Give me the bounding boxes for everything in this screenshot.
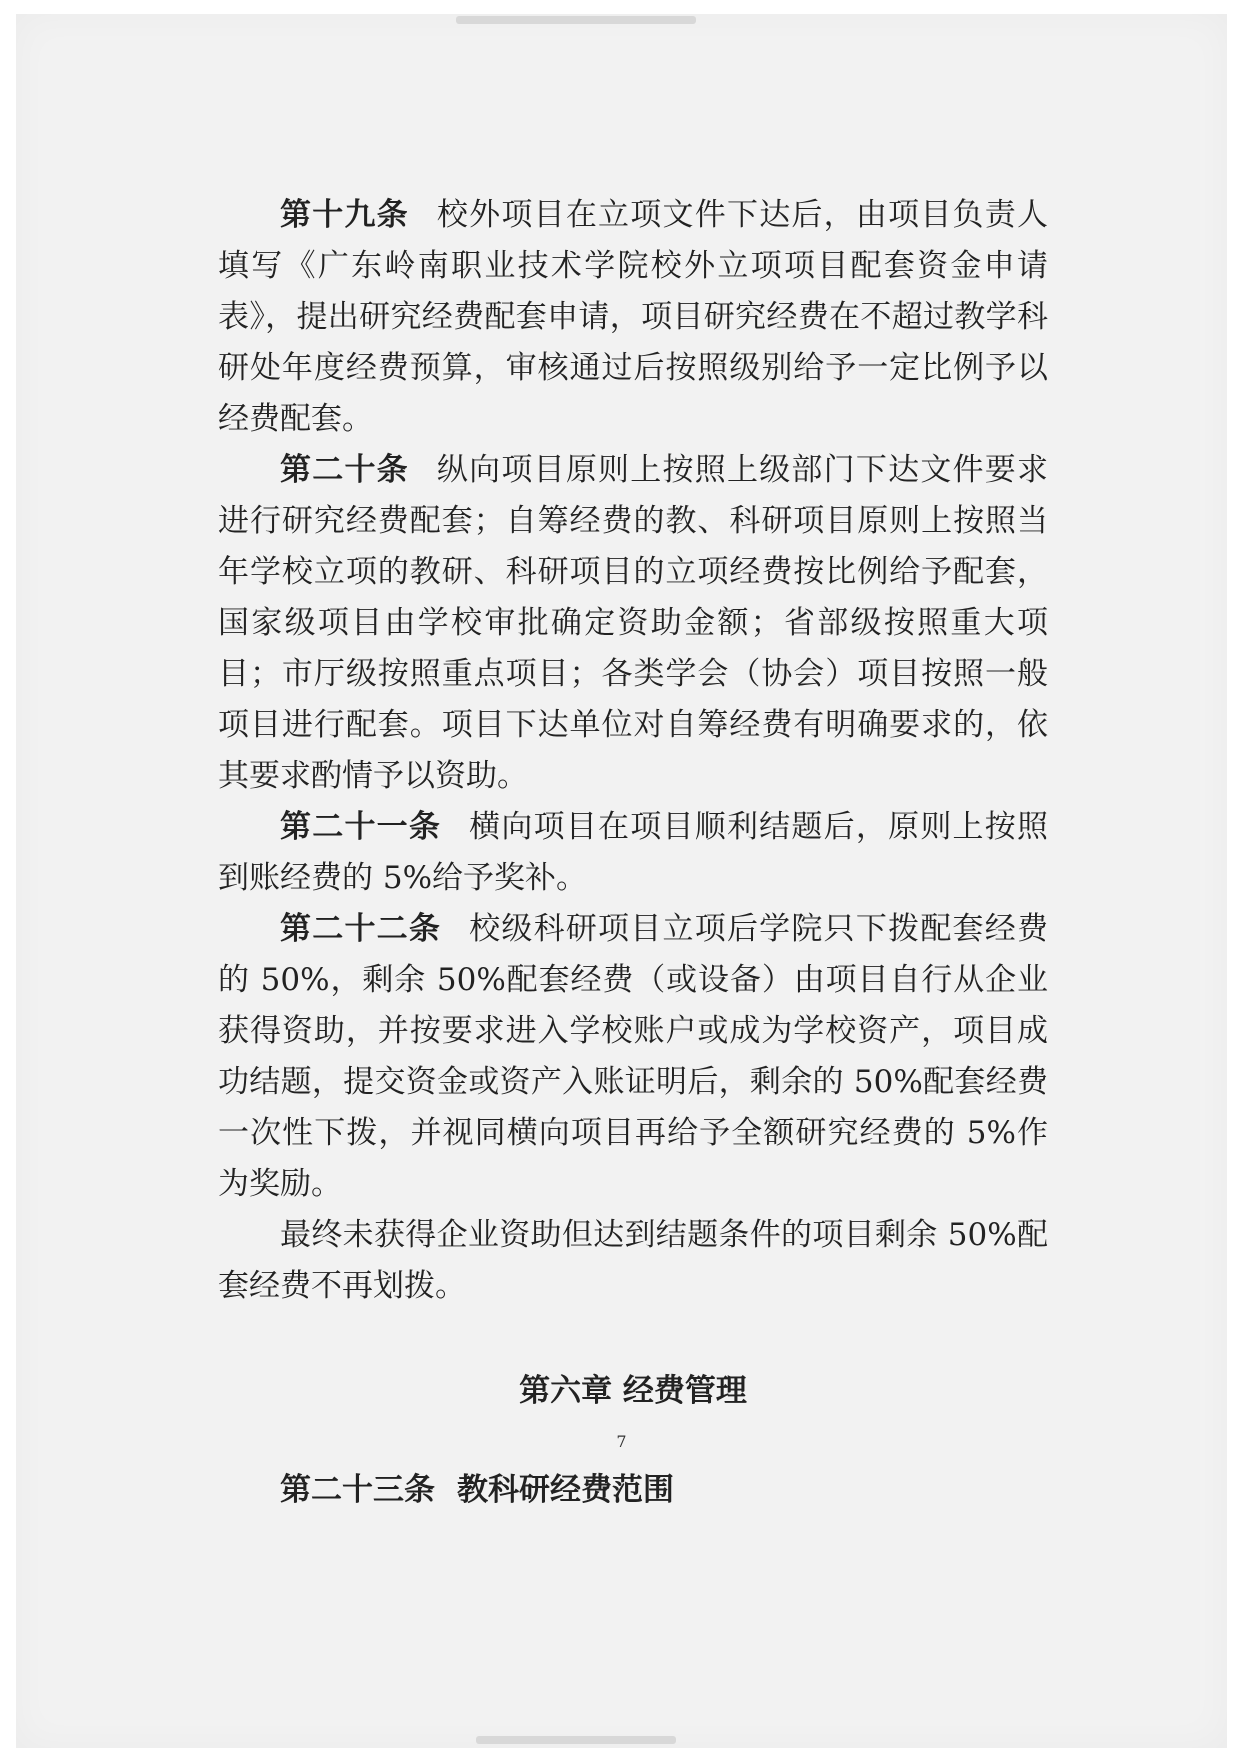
article-19 [218, 190, 1048, 445]
article-22-continuation [218, 1210, 1048, 1312]
document-body [218, 190, 1048, 1547]
article-heading: 第二十条 [280, 452, 409, 488]
article-text: 纵向项目原则上按照上级部门下达文件要求进行研究经费配套；自筹经费的教、科研项目原则上按照当年学校立项的教研、科研项目的立项经费按比例给予配套，国家级项目由学校审批确定资助金额；省部级按照重大项目；市厅级按照重点项目；各类学会（协会）项目按照一般项目进行配套。项目下达单位对自筹经费有明确要求的，依其要求酌情予以资助。 [218, 452, 1049, 794]
article-heading: 第二十二条 [280, 911, 442, 947]
article-23 [218, 1465, 1048, 1516]
scan-smudge-top [456, 16, 696, 24]
chapter-title: 第六章 经费管理 [519, 1373, 747, 1409]
article-22 [218, 904, 1048, 1210]
article-heading: 第二十一条 [280, 809, 442, 845]
article-text: 教科研经费范围 [457, 1472, 674, 1508]
article-text: 横向项目在项目顺利结题后，原则上按照到账经费的 5%给予奖补。 [218, 809, 1049, 896]
article-text: 最终未获得企业资助但达到结题条件的项目剩余 50%配套经费不再划拨。 [218, 1217, 1048, 1304]
article-20 [218, 445, 1048, 802]
scan-smudge-bottom [476, 1736, 676, 1744]
article-21 [218, 802, 1048, 904]
article-text: 校外项目在立项文件下达后，由项目负责人填写《广东岭南职业技术学院校外立项项目配套资金申请表》，提出研究经费配套申请，项目研究经费在不超过教学科研处年度经费预算，审核通过后按照级别给予一定比例予以经费配套。 [218, 197, 1049, 437]
article-text: 校级科研项目立项后学院只下拨配套经费的 50%，剩余 50%配套经费（或设备）由项目自行从企业获得资助，并按要求进入学校账户或成为学校资产，项目成功结题，提交资金或资产入账证明后，剩余的 50%配套经费一次性下拨，并视同横向项目再给予全额研究经费的 5%作为奖励。 [218, 911, 1049, 1202]
page-number: 7 [616, 1432, 627, 1451]
article-heading: 第十九条 [280, 197, 409, 233]
article-heading: 第二十三条 [280, 1472, 435, 1508]
